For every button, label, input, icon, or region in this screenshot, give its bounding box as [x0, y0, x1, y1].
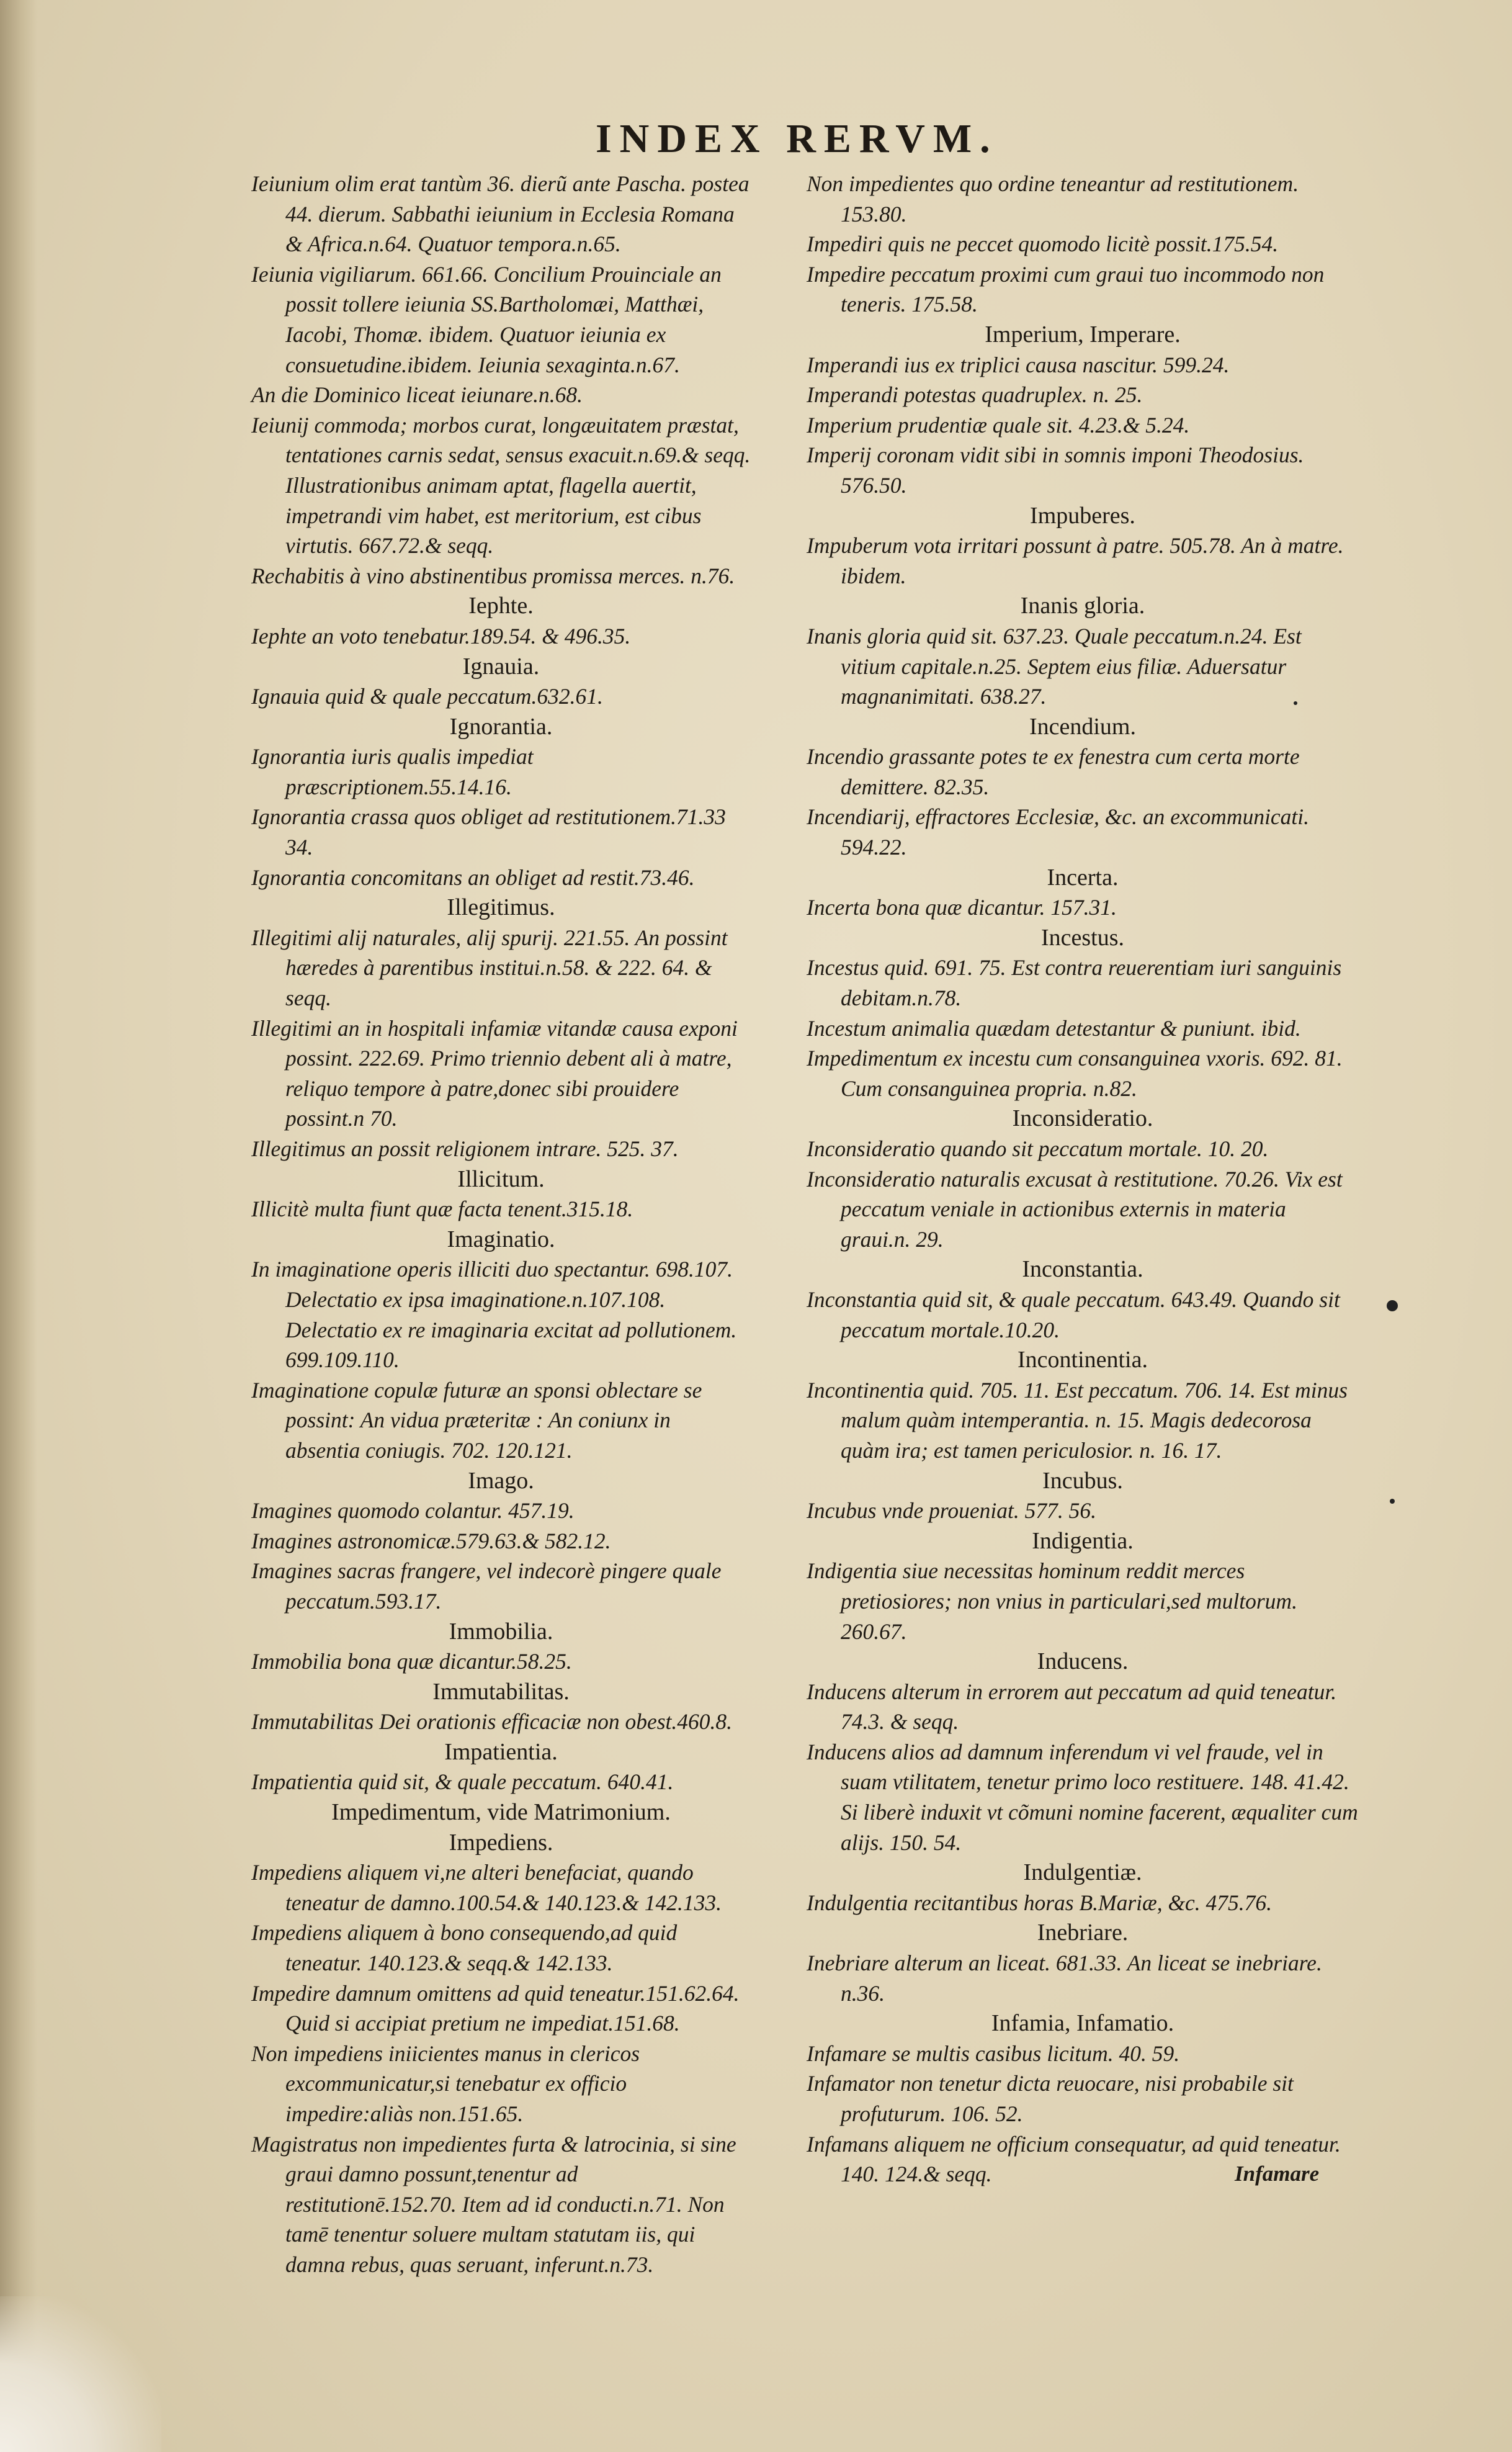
index-entry: Illicitè multa fiunt quæ facta tenent.315.18. — [251, 1197, 633, 1222]
index-entry: Impedire damnum omittens ad quid teneatur.151.62.64. Quid si accipiat pretium ne impediat.151.68. — [251, 1980, 740, 2036]
index-entry: Imagines astronomicæ.579.63.& 582.12. — [251, 1528, 611, 1553]
index-heading: Indigentia. — [1032, 1527, 1134, 1554]
index-entry: Impediri quis ne peccet quomodo licitè possit.175.54. — [807, 231, 1279, 257]
index-entry: Impedimentum ex incestu cum consanguinea vxoris. 692. 81. Cum consanguinea propria. n.82. — [807, 1046, 1343, 1101]
ink-spot — [1387, 1300, 1398, 1311]
index-entry: Imagines sacras frangere, vel indecorè pingere quale peccatum.593.17. — [251, 1558, 722, 1614]
index-entry: Immobilia bona quæ dicantur.58.25. — [251, 1649, 572, 1674]
index-entry: Illegitimi an in hospitali infamiæ vitandæ causa exponi possint. 222.69. Primo triennio debent ali à matre, reliquo tempore à patre,donec sibi prouidere possint.n 70. — [251, 1015, 738, 1131]
index-entry: Ignorantia concomitans an obliget ad restit.73.46. — [251, 864, 695, 890]
index-column-left — [251, 169, 751, 2280]
index-heading: Inanis gloria. — [1020, 593, 1145, 619]
index-entry: Impediens aliquem à bono consequendo,ad quid teneatur. 140.123.& seqq.& 142.133. — [251, 1920, 678, 1976]
index-heading: Imago. — [468, 1467, 534, 1494]
running-header: INDEX RERVM. — [596, 116, 998, 161]
index-heading: Imperium, Imperare. — [985, 321, 1181, 348]
index-heading: Illegitimus. — [447, 894, 555, 921]
index-entry: In imaginatione operis illiciti duo spectantur. 698.107. Delectatio ex ipsa imaginatione.n.107.108. Delectatio ex re imaginaria excitat ad pollutionem. 699.109.110. — [251, 1257, 737, 1373]
index-entry: Ieiunij commoda; morbos curat, longæuitatem præstat, tentationes carnis sedat, sensus exacuit.n.69.& seqq. Illustrationibus animam aptat, flagella auertit, impetrandi vim habet, est meritorium, est cibus virtutis. 667.72.& seqq. — [251, 412, 751, 559]
index-entry: Illegitimus an possit religionem intrare. 525. 37. — [251, 1136, 679, 1161]
index-entry: Impedire peccatum proximi cum graui tuo incommodo non teneris. 175.58. — [807, 261, 1325, 317]
index-entry: Infamans aliquem ne officium consequatur, ad quid teneatur. 140. 124.& seqq. — [807, 2131, 1341, 2187]
index-heading: Impediens. — [449, 1829, 553, 1856]
index-entry: Impatientia quid sit, & quale peccatum. 640.41. — [251, 1769, 674, 1795]
index-entry: Ieiunia vigiliarum. 661.66. Concilium Prouinciale an possit tollere ieiunia SS.Bartholomæi, Matthæi, Iacobi, Thomæ. ibidem. Quatuor ieiunia ex consuetudine.ibidem. Ieiunia sexaginta.n.67. — [251, 261, 722, 377]
catchword: Infamare — [1235, 2162, 1320, 2186]
index-entry: Inconsideratio naturalis excusat à restitutione. 70.26. Vix est peccatum veniale in actionibus externis in materia graui.n. 29. — [807, 1166, 1343, 1252]
index-entry: Incendiarij, effractores Ecclesiæ, &c. an excommunicati. 594.22. — [807, 804, 1310, 860]
index-entry: Rechabitis à vino abstinentibus promissa merces. n.76. — [251, 563, 735, 588]
index-entry: Incestus quid. 691. 75. Est contra reuerentiam iuri sanguinis debitam.n.78. — [807, 955, 1342, 1011]
index-entry: Incerta bona quæ dicantur. 157.31. — [807, 895, 1117, 920]
index-entry: Incubus vnde proueniat. 577. 56. — [807, 1498, 1097, 1524]
index-entry: Incontinentia quid. 705. 11. Est peccatum. 706. 14. Est minus malum quàm intemperantia. n. 15. Magis dedecorosa quàm ira; est tamen periculosior. n. 16. 17. — [807, 1377, 1348, 1463]
index-heading: Inconstantia. — [1022, 1256, 1143, 1283]
index-heading: Impuberes. — [1030, 502, 1135, 529]
index-entry: Non impedientes quo ordine teneantur ad restitutionem. 153.80. — [807, 171, 1299, 227]
index-entry: Illegitimi alij naturales, alij spurij. 221.55. An possint hæredes à parentibus institui.n.58. & 222. 64. & seqq. — [251, 925, 728, 1011]
index-heading: Impatientia. — [444, 1738, 558, 1765]
index-heading: Incerta. — [1047, 864, 1119, 891]
index-heading: Inconsideratio. — [1012, 1105, 1153, 1132]
index-entry: Ignauia quid & quale peccatum.632.61. — [251, 684, 603, 709]
index-heading: Illicitum. — [457, 1165, 545, 1192]
index-entry: Imperij coronam vidit sibi in somnis imponi Theodosius. 576.50. — [807, 442, 1304, 498]
index-heading: Infamia, Infamatio. — [991, 2010, 1174, 2037]
index-entry: Inebriare alterum an liceat. 681.33. An liceat se inebriare. n.36. — [807, 1951, 1322, 2006]
index-entry: Inconstantia quid sit, & quale peccatum. 643.49. Quando sit peccatum mortale.10.20. — [807, 1287, 1340, 1342]
index-entry: Impuberum vota irritari possunt à patre. 505.78. An à matre. ibidem. — [807, 533, 1344, 588]
index-entry: Imperandi potestas quadruplex. n. 25. — [807, 382, 1143, 408]
ink-spot — [1390, 1499, 1395, 1504]
index-entry: Imperium prudentiæ quale sit. 4.23.& 5.24. — [807, 412, 1190, 438]
index-entry: Impediens aliquem vi,ne alteri benefaciat, quando teneatur de damno.100.54.& 140.123.& 142.133. — [251, 1860, 722, 1915]
index-entry: Ignorantia crassa quos obliget ad restitutionem.71.33 34. — [251, 804, 726, 860]
index-column-right — [807, 169, 1359, 2189]
index-entry: Infamator non tenetur dicta reuocare, nisi probabile sit profuturum. 106. 52. — [807, 2071, 1294, 2126]
index-entry: Inanis gloria quid sit. 637.23. Quale peccatum.n.24. Est vitium capitale.n.25. Septem eius filiæ. Aduersatur magnanimitati. 638.27. — [807, 623, 1302, 709]
index-entry: Imperandi ius ex triplici causa nascitur. 599.24. — [807, 352, 1230, 377]
index-entry: Indulgentia recitantibus horas B.Mariæ, &c. 475.76. — [807, 1890, 1273, 1915]
page-gutter-shadow — [0, 0, 37, 2452]
index-entry: Imagines quomodo colantur. 457.19. — [251, 1498, 575, 1524]
index-entry: Iephte an voto tenebatur.189.54. & 496.35. — [251, 623, 631, 649]
index-heading: Ignauia. — [462, 653, 540, 680]
index-entry: Inducens alterum in errorem aut peccatum ad quid teneatur. 74.3. & seqq. — [807, 1679, 1337, 1735]
index-entry: Infamare se multis casibus licitum. 40. 59. — [807, 2041, 1180, 2066]
index-entry: Magistratus non impedientes furta & latrocinia, si sine graui damno possunt,tenentur ad restitutionē.152.70. Item ad id conducti.n.71. Non tamē tenentur soluere multam statutam iis, qui damna rebus, quas seruant, inferunt.n.73. — [251, 2131, 736, 2277]
index-heading: Ignorantia. — [449, 713, 553, 740]
index-entry: Non impediens iniicientes manus in clericos excommunicatur,si tenebatur ex officio impedire:aliàs non.151.65. — [251, 2041, 640, 2126]
index-entry: Ieiunium olim erat tantùm 36. dierũ ante Pascha. postea 44. dierum. Sabbathi ieiunium in Ecclesia Romana & Africa.n.64. Quatuor tempora.n.65. — [251, 171, 749, 257]
index-entry: Immutabilitas Dei orationis efficaciæ non obest.460.8. — [251, 1709, 733, 1735]
index-entry: Incestum animalia quædam detestantur & puniunt. ibid. — [807, 1015, 1301, 1041]
index-heading: Incontinentia. — [1018, 1347, 1148, 1373]
ink-spot — [1294, 701, 1297, 705]
index-entry: An die Dominico liceat ieiunare.n.68. — [251, 382, 583, 408]
index-entry: Inducens alios ad damnum inferendum vi vel fraude, vel in suam vtilitatem, tenetur primo loco restituere. 148. 41.42. Si liberè induxit vt cõmuni nomine facerent, æqualiter cum alijs. 150. 54. — [807, 1739, 1358, 1855]
index-heading: Indulgentiæ. — [1023, 1859, 1142, 1886]
index-heading: Iephte. — [468, 593, 534, 619]
paper-stain — [0, 2296, 161, 2452]
index-heading: Immobilia. — [449, 1618, 553, 1645]
index-heading: Inducens. — [1037, 1648, 1129, 1675]
index-heading: Inebriare. — [1037, 1920, 1129, 1946]
index-heading: Incestus. — [1040, 924, 1125, 951]
index-heading: Incendium. — [1029, 713, 1136, 740]
index-heading: Impedimentum, vide Matrimonium. — [331, 1799, 671, 1826]
index-heading: Incubus. — [1042, 1467, 1123, 1494]
index-heading: Imaginatio. — [447, 1226, 555, 1252]
index-heading: Immutabilitas. — [432, 1678, 570, 1705]
index-entry: Ignorantia iuris qualis impediat præscriptionem.55.14.16. — [251, 744, 534, 799]
index-entry: Indigentia siue necessitas hominum reddit merces pretiosiores; non vnius in particulari,sed multorum. 260.67. — [807, 1558, 1297, 1644]
index-entry: Incendio grassante potes te ex fenestra cum certa morte demittere. 82.35. — [807, 744, 1300, 799]
index-entry: Inconsideratio quando sit peccatum mortale. 10. 20. — [807, 1136, 1269, 1161]
index-entry: Imaginatione copulæ futuræ an sponsi oblectare se possint: An vidua præteritæ : An coniunx in absentia coniugis. 702. 120.121. — [251, 1377, 702, 1463]
